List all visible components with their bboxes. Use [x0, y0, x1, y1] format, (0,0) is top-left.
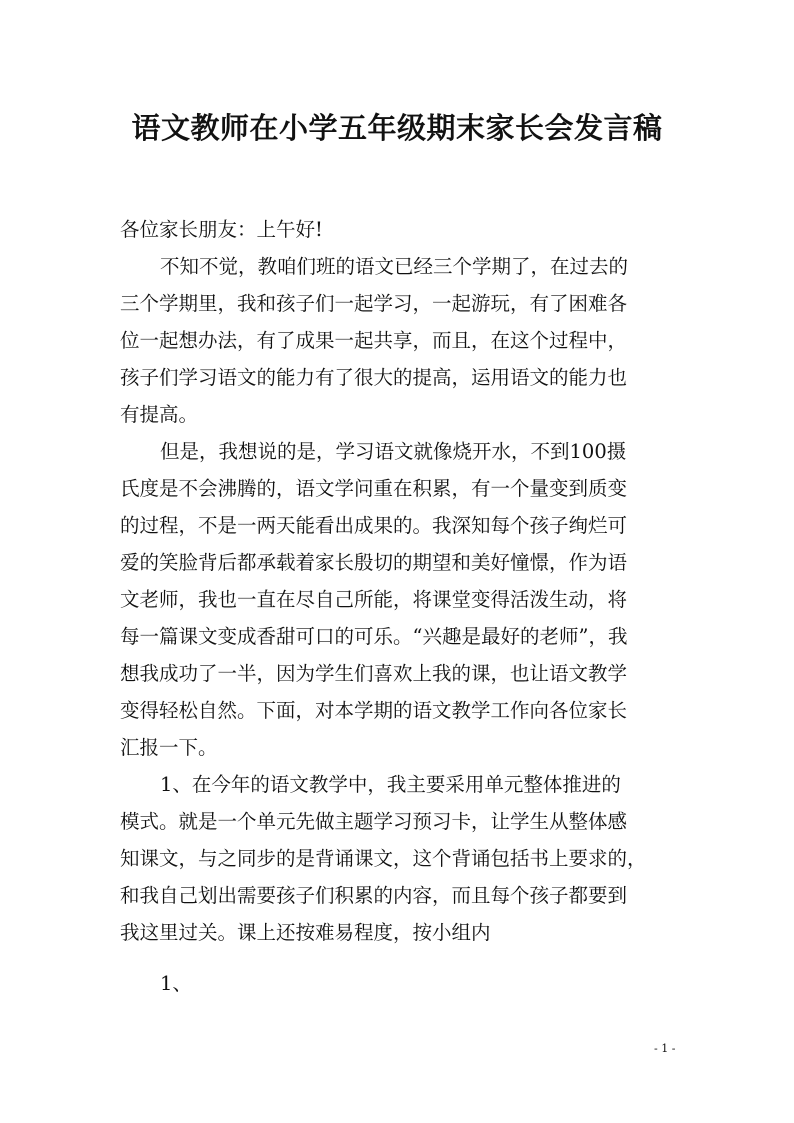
- paragraph-line: 的过程，不是一两天能看出成果的。我深知每个孩子绚烂可: [120, 514, 628, 537]
- greeting-line: 各位家长朋友：上午好!: [120, 218, 323, 241]
- paragraph-line: 三个学期里，我和孩子们一起学习，一起游玩，有了困难各: [120, 292, 628, 315]
- page-number: - 1 -: [654, 1042, 676, 1055]
- paragraph-line: 有提高。: [120, 403, 199, 426]
- list-item-marker: 1、: [160, 972, 192, 995]
- paragraph-line: 但是，我想说的是，学习语文就像烧开水，不到100摄: [160, 440, 627, 463]
- paragraph-line: 每一篇课文变成香甜可口的可乐。“兴趣是最好的老师”，我: [120, 625, 628, 648]
- paragraph-line: 孩子们学习语文的能力有了很大的提高，运用语文的能力也: [120, 366, 628, 389]
- paragraph-line: 氏度是不会沸腾的，语文学问重在积累，有一个量变到质变: [120, 477, 628, 500]
- document-title: 语文教师在小学五年级期末家长会发言稿: [131, 111, 663, 145]
- paragraph-line: 我这里过关。课上还按难易程度，按小组内: [120, 921, 491, 944]
- paragraph-line: 知课文，与之同步的是背诵课文，这个背诵包括书上要求的，: [120, 847, 647, 870]
- paragraph-line: 爱的笑脸背后都承载着家长殷切的期望和美好憧憬，作为语: [120, 551, 628, 574]
- paragraph-line: 想我成功了一半，因为学生们喜欢上我的课，也让语文教学: [120, 662, 628, 685]
- paragraph-line: 和我自己划出需要孩子们积累的内容，而且每个孩子都要到: [120, 884, 628, 907]
- paragraph-line: 汇报一下。: [120, 736, 218, 759]
- paragraph-line: 变得轻松自然。下面，对本学期的语文教学工作向各位家长: [120, 699, 628, 722]
- paragraph-line: 不知不觉，教咱们班的语文已经三个学期了，在过去的: [160, 255, 629, 278]
- paragraph-line: 模式。就是一个单元先做主题学习预习卡，让学生从整体感: [120, 810, 628, 833]
- paragraph-line: 位一起想办法，有了成果一起共享，而且，在这个过程中，: [120, 329, 628, 352]
- paragraph-line: 1、在今年的语文教学中，我主要采用单元整体推进的: [160, 773, 621, 796]
- paragraph-line: 文老师，我也一直在尽自己所能，将课堂变得活泼生动，将: [120, 588, 628, 611]
